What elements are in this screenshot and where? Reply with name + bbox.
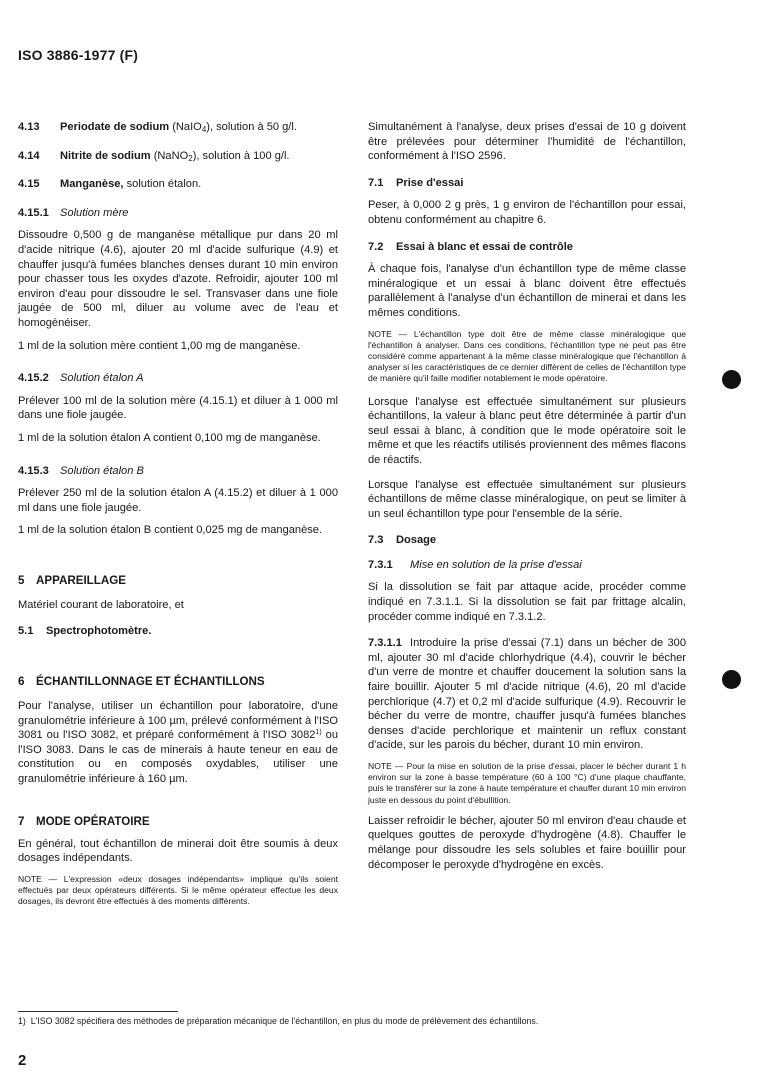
right-column xyxy=(368,120,686,872)
paragraph-humidite: Simultanément à l'analyse, deux prises d'essai de 10 g doivent être prélevées pour déterminer l'humidité de l'échantillon, conformément à l'ISO 2596. xyxy=(368,121,686,163)
paragraph-attaque-acide: 7.3.1.1 Introduire la prise d'essai (7.1) dans un bécher de 300 ml, ajouter 30 ml d'acide chlorhydrique (4.4), couvrir le bécher d'un verre de montre et chauffer doucement la solution sans la faire bouillir. Ajouter 5 ml d'acide nitrique (4.6), 20 ml d'acide perchlorique (4.7) et 0,2 ml d'acide sulfurique (4.9). Recouvrir le bécher du verre de montre, chauffer jusqu'à fumées blanches denses d'acide perchlorique et maintenir un reflux constant d'acide, sur les parois du bécher, durant 10 min environ. xyxy=(368,637,686,752)
section-5-1: 5.1 Spectrophotomètre. xyxy=(18,625,152,638)
note-dosages-independants: NOTE — L'expression «deux dosages indépendants» implique qu'ils soient effectués par deux opérateurs différents. Si le même opérateur effectue les deux dosages, ils devront être effectués à des moments différents. xyxy=(18,873,338,907)
paragraph-mise-en-solution: Si la dissolution se fait par attaque acide, procéder comme indiqué en 7.3.1.1. Si la dissolution se fait par frittage alcalin, procéder comme indiqué en 7.3.1.2. xyxy=(368,581,686,623)
paragraph-etalon-b: Prélever 250 ml de la solution étalon A (4.15.2) et diluer à 1 000 ml dans une fiole jaugée. xyxy=(18,487,338,514)
section-5-heading: 5 APPAREILLAGE xyxy=(18,573,126,587)
footnote-rule xyxy=(18,1011,178,1012)
section-4-15: 4.15 Manganèse, solution étalon. xyxy=(18,178,202,191)
section-4-15-2-heading: 4.15.2 Solution étalon A xyxy=(18,372,144,385)
paragraph-mode-operatoire: En général, tout échantillon de minerai doit être soumis à deux dosages indépendants. xyxy=(18,837,338,865)
section-6-heading: 6 ÉCHANTILLONNAGE ET ÉCHANTILLONS xyxy=(18,675,265,689)
paragraph-echantillonnage: Pour l'analyse, utiliser un échantillon pour laboratoire, d'une granulométrie inférieure à 100 µm, prélevé conformément à l'ISO 3081 ou l'ISO 3082, et préparé conformément à l'ISO 3082$^{1)}$ ou l'ISO 3083. Dans le cas de minerais à haute teneur en eau de constitution ou en composés oxydables, utiliser une granulométrie inférieure à 160 µm. xyxy=(18,700,338,786)
section-4-14: 4.14 Nitrite de sodium (NaNO$_2$), solution à 100 g/l. xyxy=(18,149,290,163)
page-number: 2 xyxy=(18,1052,27,1069)
paragraph-etalon-a: Prélever 100 ml de la solution mère (4.15.1) et diluer à 1 000 ml dans une fiole jaugée. xyxy=(18,394,338,422)
paragraph-etalon-a-content: 1 ml de la solution étalon A contient 0,100 mg de manganèse. xyxy=(18,431,321,444)
paragraph-valeur-blanc: Lorsque l'analyse est effectuée simultanément sur plusieurs échantillons, la valeur à blanc peut être déterminée à partir d'un seul essai à blanc, à condition que le mode opératoire soit le même et que les réactifs utilisés proviennent des mêmes flacons de réactifs. xyxy=(368,395,686,466)
paragraph-solution-mere-content: 1 ml de la solution mère contient 1,00 mg de manganèse. xyxy=(18,339,301,352)
section-4-15-3-heading: 4.15.3 Solution étalon B xyxy=(18,464,144,477)
margin-change-marker xyxy=(722,670,741,689)
footnote-reference: 1) xyxy=(315,729,322,737)
section-7-3-1-heading: 7.3.1 Mise en solution de la prise d'essai xyxy=(368,558,582,571)
section-7-heading: 7 MODE OPÉRATOIRE xyxy=(18,814,150,828)
paragraph-etalon-b-content: 1 ml de la solution étalon B contient 0,025 mg de manganèse. xyxy=(18,524,323,537)
paragraph-echantillon-type-serie: Lorsque l'analyse est effectuée simultanément sur plusieurs échantillons de même classe minéralogique, on peut se limiter à un seul échantillon type pour l'ensemble de la série. xyxy=(368,478,686,520)
note-echantillon-type: NOTE — L'échantillon type doit être de même classe minéralogique que l'échantillon à analyser. Dans ces conditions, l'échantillon type ne peut pas être considéré comme appartenant à la même classe minéralogique que l'échantillon à analyser si les caractéristiques de ce dernier diffèrent de celles de l'échantillon type de manière qu'il faille modifier notablement le mode opératoire. xyxy=(368,328,686,384)
left-column xyxy=(18,120,338,907)
document-header: ISO 3886-1977 (F) xyxy=(18,47,139,63)
section-7-2-heading: 7.2 Essai à blanc et essai de contrôle xyxy=(368,240,573,253)
footnote: 1) L'ISO 3082 spécifiera des méthodes de préparation mécanique de l'échantillon, en plus du mode de prélèvement des échantillons. xyxy=(18,1016,539,1026)
paragraph-essai-blanc: À chaque fois, l'analyse d'un échantillon type de même classe minéralogique et un essai à blanc doivent être effectués parallèlement à l'analyse d'un échantillon de minerai et dans les mêmes conditions. xyxy=(368,263,686,319)
paragraph-refroidir: Laisser refroidir le bécher, ajouter 50 ml environ d'eau chaude et quelques gouttes de peroxyde d'hydrogène (4.8). Chauffer le mélange pour dissoudre les sels solubles et faire bouillir pour décomposer le peroxyde d'hydrogène en excès. xyxy=(368,814,686,871)
section-7-3-heading: 7.3 Dosage xyxy=(368,534,437,547)
paragraph-appareillage: Matériel courant de laboratoire, et xyxy=(18,598,184,611)
section-7-1-heading: 7.1 Prise d'essai xyxy=(368,176,464,189)
margin-change-marker xyxy=(722,370,741,389)
section-4-15-1-heading: 4.15.1 Solution mère xyxy=(18,206,129,219)
section-4-13: 4.13 Periodate de sodium (NaIO$_4$), solution à 50 g/l. xyxy=(18,121,297,134)
note-plaque-chauffante: NOTE — Pour la mise en solution de la prise d'essai, placer le bécher durant 1 h environ sur la zone à basse température (60 à 100 °C) d'une plaque chauffante, puis le transférer sur la zone à haute température et chauffer durant 10 min environ juste en dessous du point d'ébullition. xyxy=(368,761,686,805)
paragraph-prise-essai: Peser, à 0,000 2 g près, 1 g environ de l'échantillon pour essai, obtenu conformément au chapitre 6. xyxy=(368,199,686,226)
paragraph-solution-mere: Dissoudre 0,500 g de manganèse métallique pur dans 20 ml d'acide nitrique (4.6), ajouter 20 ml d'acide sulfurique (4.9) et chauffer jusqu'à fumées blanches denses durant 10 min environ pour chasser tous les oxydes d'azote. Refroidir, ajouter 100 ml environ d'eau pour dissoudre le sel. Transvaser dans une fiole jaugée de 500 ml, diluer au volume avec de l'eau et homogénéiser. xyxy=(18,229,338,329)
